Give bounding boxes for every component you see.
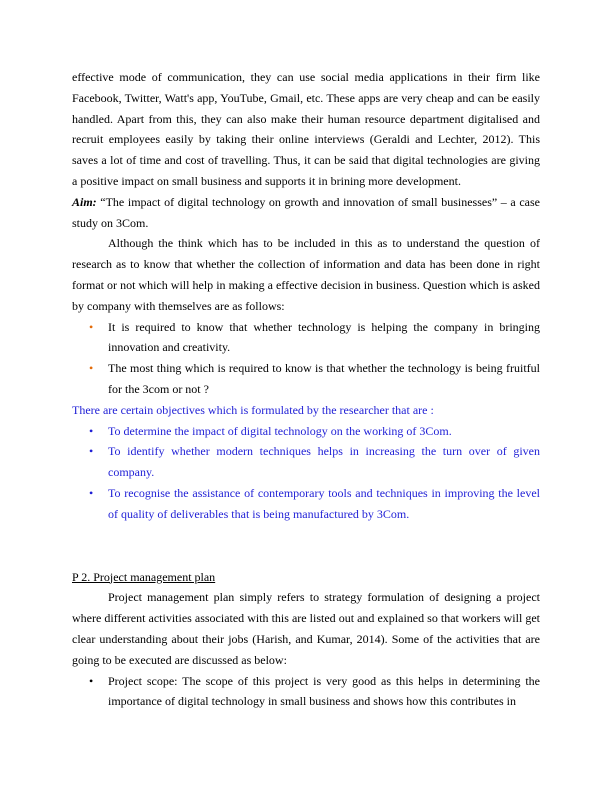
bullet-icon: • — [89, 319, 94, 334]
list-item-text: The most thing which is required to know is that whether the technology is being fruitful for the 3com or not ? — [108, 361, 540, 396]
objectives-intro: There are certain objectives which is formulated by the researcher that are : — [72, 402, 434, 417]
list-item — [89, 671, 540, 713]
list-item — [89, 483, 540, 525]
bullet-icon: • — [89, 444, 94, 459]
bullet-icon: • — [89, 361, 94, 376]
aim-paragraph — [72, 192, 540, 234]
activities-list — [72, 671, 540, 713]
bullet-icon: • — [89, 485, 94, 500]
list-item-text: To determine the impact of digital technology on the working of 3Com. — [108, 423, 452, 438]
research-paragraph: Although the think which has to be included in this as to understand the question of research as to know that whether the collection of information and data has been done in right format or not which will help in making a effective decision in business. Question which is asked by company with themselves are as follows: — [72, 236, 540, 313]
objectives-list — [72, 421, 540, 525]
bullet-icon: • — [89, 423, 94, 438]
bullet-icon: • — [89, 673, 94, 688]
list-item-text: It is required to know that whether technology is helping the company in bringing innovation and creativity. — [108, 319, 540, 355]
list-item — [89, 441, 540, 483]
intro-paragraph: effective mode of communication, they can use social media applications in their firm like Facebook, Twitter, Watt's app, YouTube, Gmail, etc. These apps are very cheap and can be easily handled. Apart from this, they can also make their human resource department digitalised and recruit employees easily by taking their online interviews (Geraldi and Lechter, 2012). This saves a lot of time and cost of travelling. Thus, it can be said that digital technologies are giving a positive impact on small business and supports it in brining more development. — [72, 70, 540, 188]
questions-list — [72, 317, 540, 400]
list-item-text: To recognise the assistance of contemporary tools and techniques in improving the level of quality of deliverables that is being manufactured by 3Com. — [108, 485, 540, 521]
list-item — [89, 358, 540, 400]
list-item-text: To identify whether modern techniques helps in increasing the turn over of given company. — [108, 444, 540, 480]
spacer — [72, 525, 540, 567]
section-heading: P 2. Project management plan — [72, 569, 216, 584]
list-item-text: Project scope: The scope of this project is very good as this helps in determining the importance of digital technology in small business and shows how this contributes in — [108, 673, 540, 709]
aim-text: “The impact of digital technology on growth and innovation of small businesses” – a case study on 3Com. — [72, 194, 540, 230]
list-item — [89, 421, 540, 442]
list-item — [89, 317, 540, 359]
aim-label: Aim: — [72, 194, 97, 209]
plan-paragraph: Project management plan simply refers to strategy formulation of designing a project where different activities associated with this are listed out and explained so that workers will get clear understanding about their jobs (Harish, and Kumar, 2014). Some of the activities that are going to be executed are discussed as below: — [72, 590, 540, 667]
